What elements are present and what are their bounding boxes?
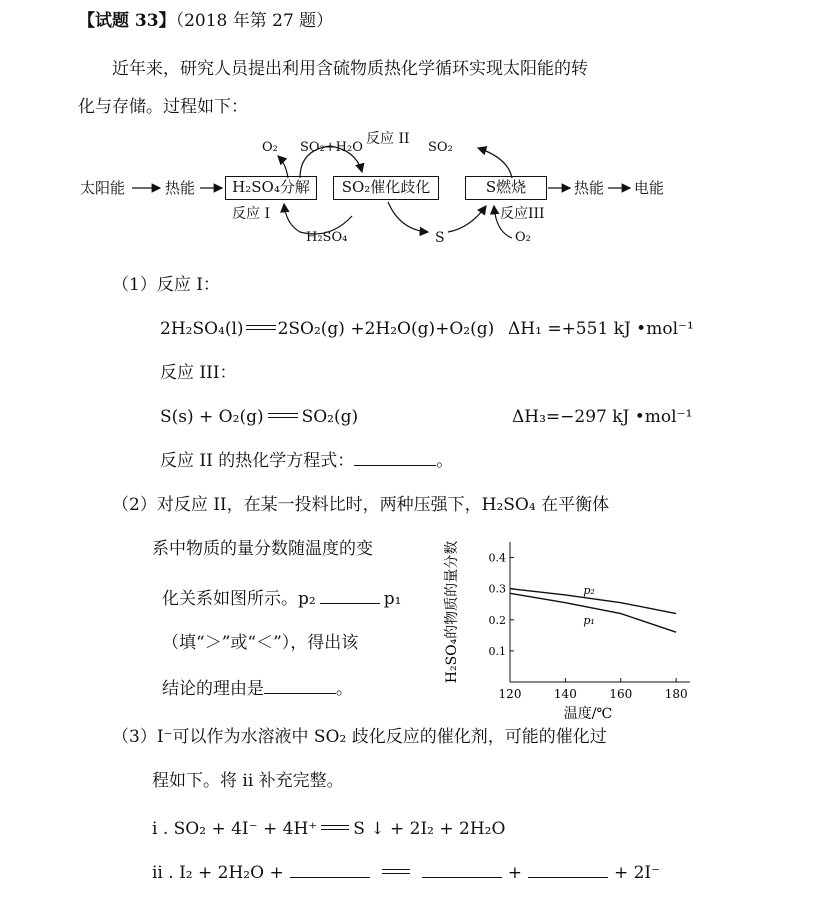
q2-reason-blank[interactable]	[264, 679, 336, 694]
y-tick-label: 0.3	[488, 582, 506, 596]
arrow-s-to-box3	[448, 206, 486, 232]
step-i-lhs: i . SO₂ + 4I⁻ + 4H⁺	[152, 819, 318, 839]
step-ii-blank-2[interactable]	[422, 863, 502, 878]
eq3-rhs: SO₂(g)	[301, 407, 359, 427]
x-tick-label: 180	[664, 687, 688, 701]
q2-p1: p₁	[383, 589, 402, 609]
q2-reason-end: 。	[336, 679, 353, 699]
intro-line-1: 近年来，研究人员提出利用含硫物质热化学循环实现太阳能的转	[112, 59, 588, 79]
cycle-solar: 太阳能	[80, 179, 126, 197]
label-reaction-2: 反应 II	[366, 131, 410, 147]
eq1-equals	[246, 325, 276, 330]
label-reaction-3: 反应III	[500, 206, 545, 222]
label-o2-bottom: O₂	[515, 230, 531, 245]
q3-step-ii	[152, 862, 660, 884]
q2-line-3	[162, 588, 401, 610]
step-ii-lhs: ii . I₂ + 2H₂O +	[152, 863, 284, 883]
q1-r3-label: 反应 III：	[160, 363, 237, 383]
intro-line-2: 化与存储。过程如下：	[78, 97, 248, 117]
box-so2-disproportion: SO₂催化歧化	[333, 176, 439, 200]
h2so4-fraction-chart	[440, 530, 700, 730]
label-h2so4: H₂SO₄	[306, 230, 348, 245]
q2-line-4: （填“＞”或“＜”），得出该	[162, 633, 359, 653]
label-s: S	[435, 230, 445, 246]
q3-step-i	[152, 818, 505, 840]
y-tick-label: 0.1	[488, 644, 506, 658]
arrow-so2-up	[478, 148, 512, 178]
question-header	[78, 10, 333, 32]
y-tick-label: 0.4	[488, 551, 506, 565]
q1-dh1: ΔH₁ =+551 kJ •mol⁻¹	[508, 319, 694, 339]
step-ii-end: + 2I⁻	[613, 863, 661, 883]
label-reaction-1: 反应 I	[232, 206, 270, 222]
q2-line-5	[162, 678, 353, 700]
x-tick-label: 140	[553, 687, 577, 701]
arrow-o2-out	[278, 156, 288, 178]
cycle-heat-2: 热能	[574, 179, 605, 197]
q2-compare-blank[interactable]	[320, 589, 380, 604]
question-source: （2018 年第 27 题）	[175, 11, 334, 31]
q2-p2: 化关系如图所示。p₂	[162, 589, 316, 609]
q1-ask	[160, 450, 453, 472]
eq3-lhs: S(s) + O₂(g)	[160, 407, 264, 427]
step-i-rhs: S ↓ + 2I₂ + 2H₂O	[353, 819, 506, 839]
eq1-lhs: 2H₂SO₄(l)	[160, 319, 244, 339]
step-ii-equals	[382, 869, 410, 874]
q1-answer-blank[interactable]	[354, 451, 436, 466]
y-axis-label: H₂SO₄的物质的量分数	[444, 540, 460, 684]
q3-line-1: （3）I⁻可以作为水溶液中 SO₂ 歧化反应的催化剂，可能的催化过	[112, 727, 607, 747]
q2-line-2: 系中物质的量分数随温度的变	[152, 539, 373, 559]
y-tick-label: 0.2	[488, 613, 506, 627]
question-label: 【试题 33】	[78, 11, 176, 31]
q1-eq3	[160, 406, 358, 428]
step-ii-blank-1[interactable]	[290, 863, 370, 878]
q1-eq1	[160, 318, 494, 340]
q3-line-2: 程如下。将 ii 补充完整。	[152, 771, 344, 791]
x-axis-label: 温度/℃	[563, 706, 613, 722]
q1-title: （1）反应 I：	[112, 275, 220, 295]
step-ii-plus: +	[507, 863, 522, 883]
box-s-combustion: S燃烧	[465, 176, 547, 200]
q2-line-1: （2）对反应 II，在某一投料比时，两种压强下，H₂SO₄ 在平衡体	[112, 495, 610, 515]
cycle-electric: 电能	[634, 179, 665, 197]
box-h2so4-decomp: H₂SO₄分解	[225, 176, 317, 200]
q1-ask-end: 。	[436, 451, 454, 471]
q2-reason-text: 结论的理由是	[162, 679, 264, 699]
x-tick-label: 160	[609, 687, 633, 701]
arrow-to-s	[388, 202, 428, 232]
series-label-p1: p₁	[583, 614, 595, 628]
step-ii-blank-3[interactable]	[528, 863, 608, 878]
q1-dh3: ΔH₃=−297 kJ •mol⁻¹	[512, 407, 693, 427]
series-label-p2: p₂	[583, 583, 595, 597]
cycle-heat-1: 热能	[165, 179, 196, 197]
label-so2-h2o: SO₂+H₂O	[300, 140, 363, 155]
label-so2-top: SO₂	[428, 140, 453, 155]
x-tick-label: 120	[498, 687, 522, 701]
label-o2-top: O₂	[262, 140, 278, 155]
eq1-rhs: 2SO₂(g) +2H₂O(g)+O₂(g)	[277, 319, 495, 339]
q1-ask-text: 反应 II 的热化学方程式：	[160, 451, 355, 471]
step-i-equals	[321, 825, 349, 830]
eq3-equals	[268, 413, 298, 418]
